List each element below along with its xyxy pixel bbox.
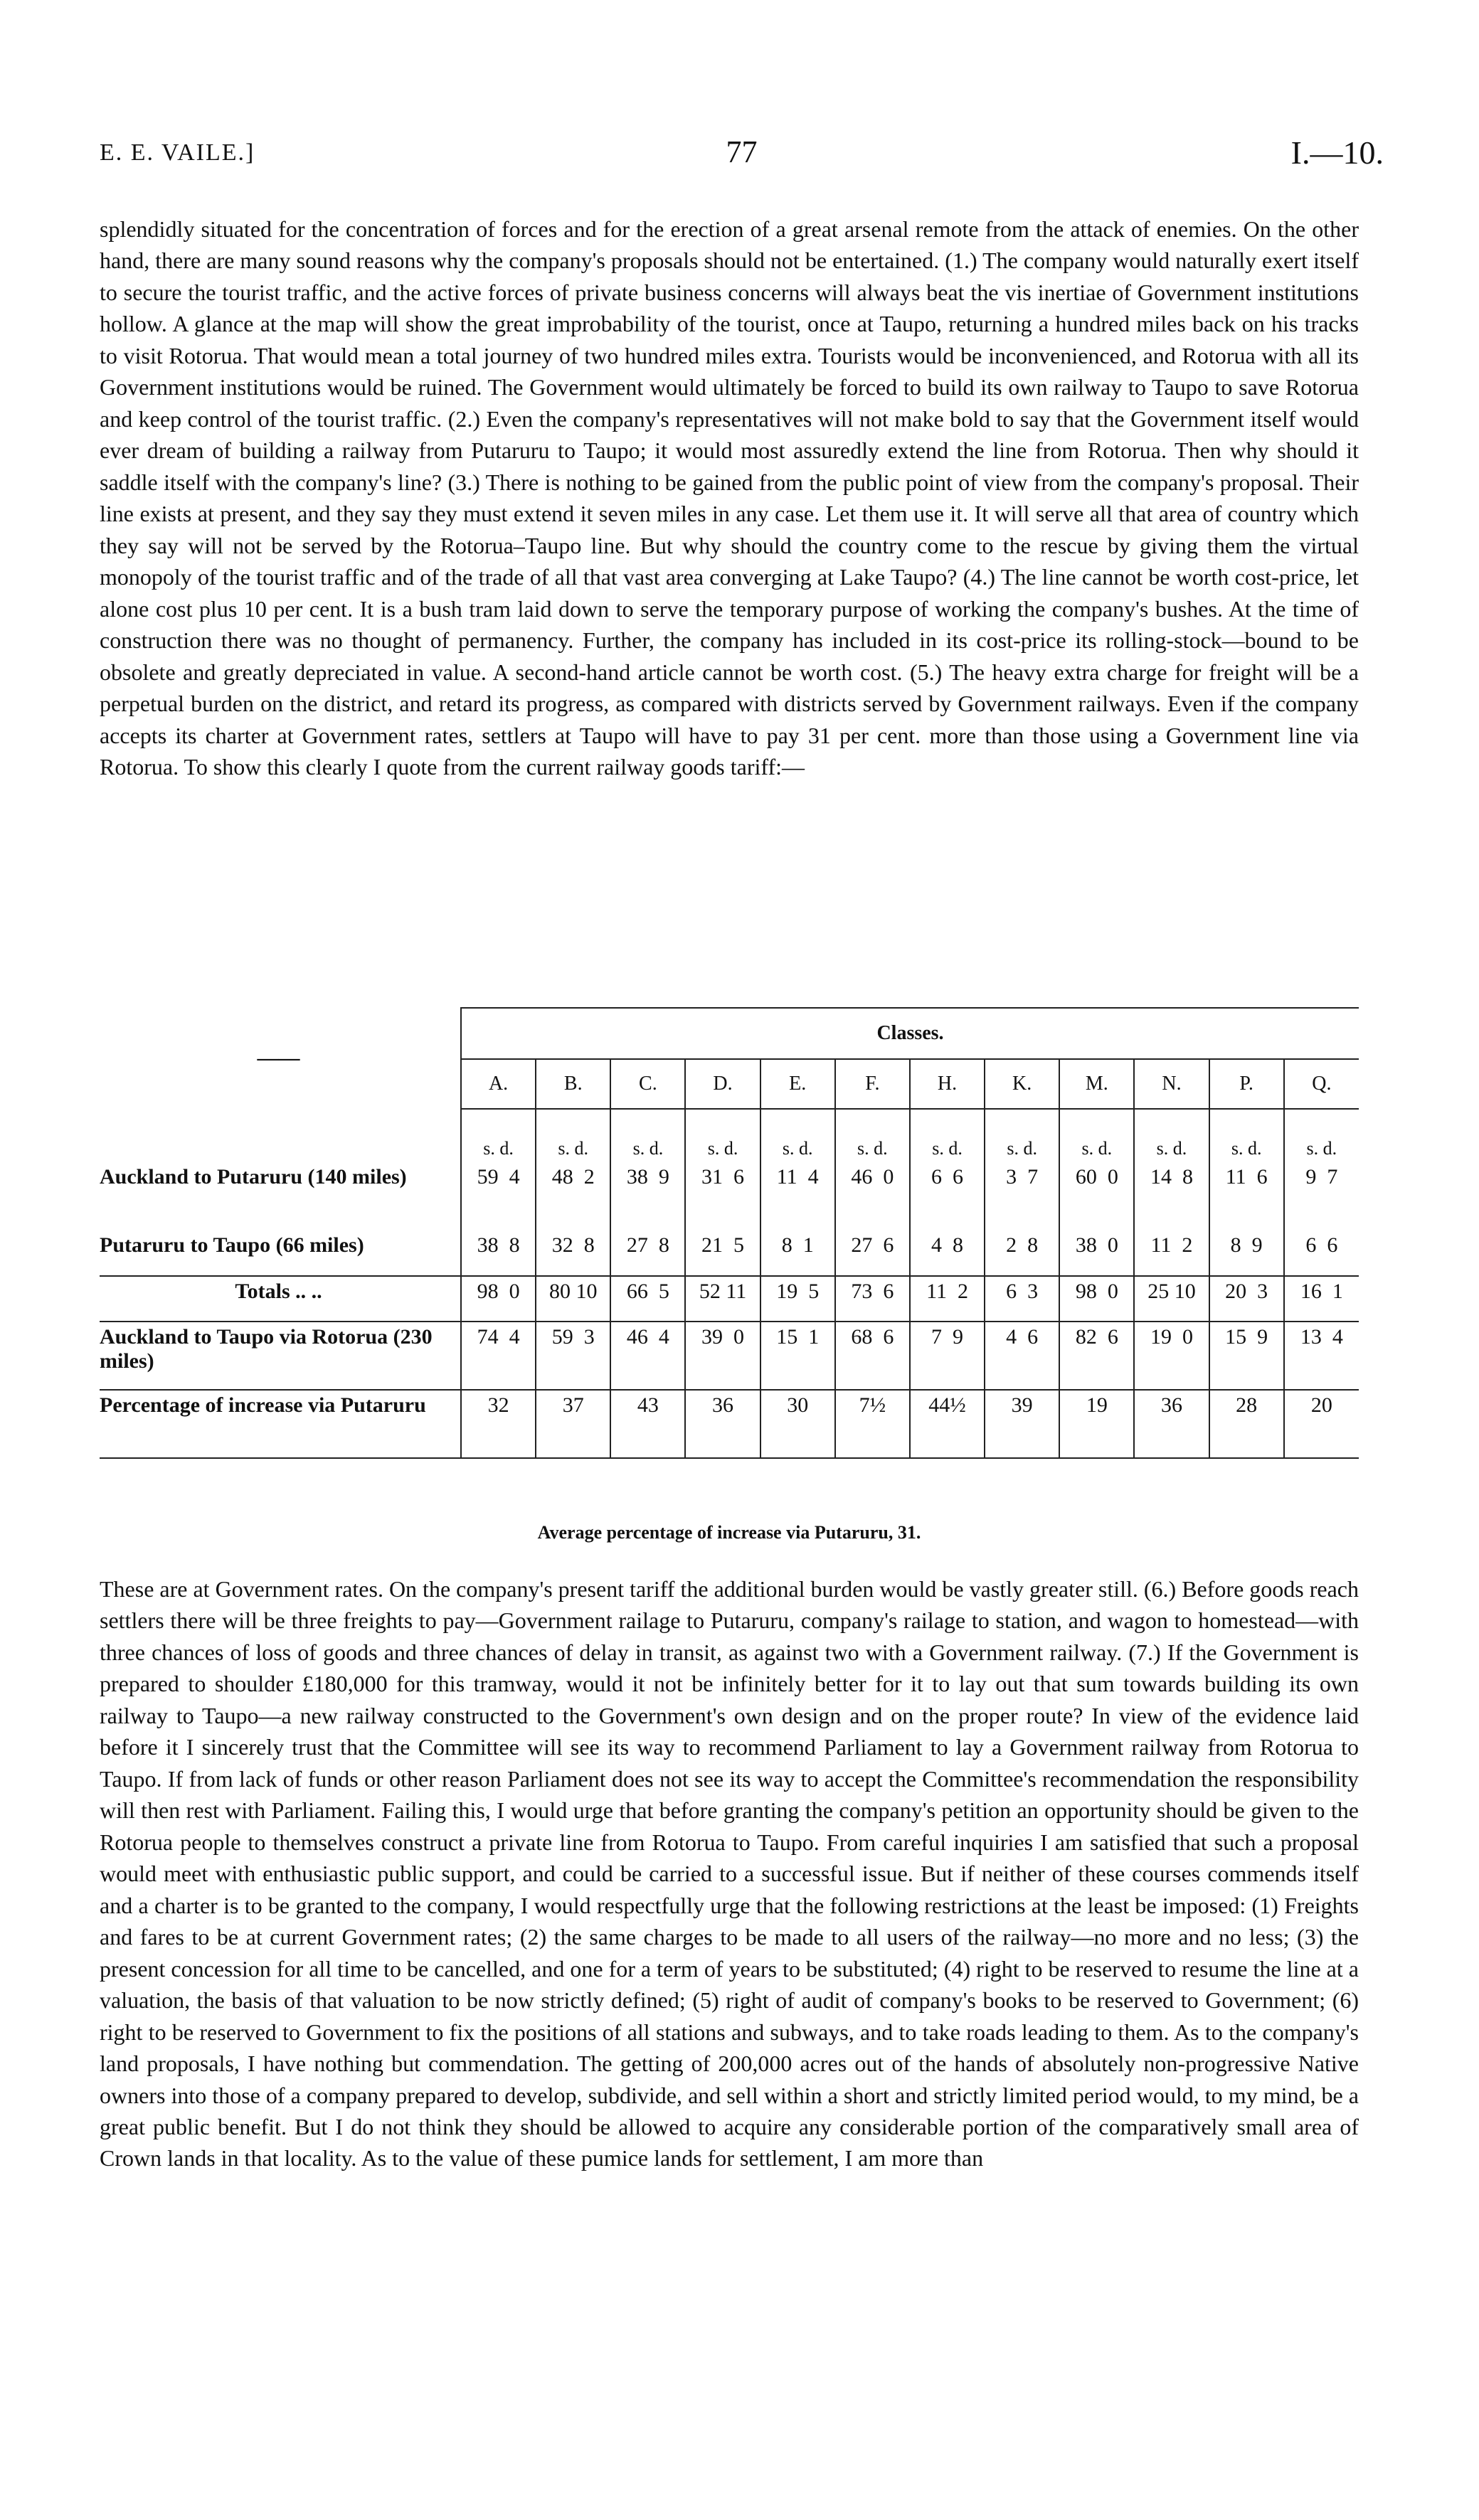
table-cell: 11 6	[1209, 1162, 1284, 1230]
page-header	[100, 134, 1384, 176]
table-cell: 15 9	[1209, 1322, 1284, 1390]
table-cell: 19 0	[1134, 1322, 1209, 1390]
table-cell: 19 5	[760, 1276, 835, 1322]
table-cell: 52 11	[685, 1276, 760, 1322]
table-cell: 46 4	[610, 1322, 685, 1390]
table-cell: 11 2	[910, 1276, 985, 1322]
table-cell: 44½	[910, 1390, 985, 1458]
unit-label: s. d.	[1209, 1109, 1284, 1162]
table-cell: 11 4	[760, 1162, 835, 1230]
table-cell: 6 3	[985, 1276, 1059, 1322]
totals-row	[100, 1276, 1359, 1322]
unit-label: s. d.	[610, 1109, 685, 1162]
table-cell: 13 4	[1284, 1322, 1359, 1390]
tariff-table-wrapper	[100, 1007, 1359, 1459]
unit-label: s. d.	[910, 1109, 985, 1162]
classes-header: Classes.	[461, 1008, 1359, 1059]
unit-label: s. d.	[760, 1109, 835, 1162]
document-reference: I.—10.	[1290, 134, 1384, 171]
column-header: P.	[1209, 1059, 1284, 1109]
table-cell: 98 0	[1059, 1276, 1134, 1322]
table-cell: 25 10	[1134, 1276, 1209, 1322]
table-cell: 82 6	[1059, 1322, 1134, 1390]
table-cell: 16 1	[1284, 1276, 1359, 1322]
table-cell: 2 8	[985, 1230, 1059, 1276]
column-header: K.	[985, 1059, 1059, 1109]
table-cell: 98 0	[461, 1276, 536, 1322]
table-cell: 15 1	[760, 1322, 835, 1390]
tariff-table	[100, 1007, 1359, 1459]
table-row	[100, 1162, 1359, 1230]
table-cell: 21 5	[685, 1230, 760, 1276]
column-header: C.	[610, 1059, 685, 1109]
column-header: H.	[910, 1059, 985, 1109]
table-cell: 28	[1209, 1390, 1284, 1458]
table-cell: 74 4	[461, 1322, 536, 1390]
table-caption: Average percentage of increase via Putaruru, 31.	[537, 1522, 921, 1543]
unit-label: s. d.	[1134, 1109, 1209, 1162]
page-number: 77	[726, 134, 758, 169]
table-cell: 8 9	[1209, 1230, 1284, 1276]
table-cell: 6 6	[1284, 1230, 1359, 1276]
table-cell: 3 7	[985, 1162, 1059, 1230]
table-cell: 14 8	[1134, 1162, 1209, 1230]
table-cell: 19	[1059, 1390, 1134, 1458]
table-cell: 27 6	[835, 1230, 910, 1276]
table-cell: 38 9	[610, 1162, 685, 1230]
table-cell: 27 8	[610, 1230, 685, 1276]
table-cell: 60 0	[1059, 1162, 1134, 1230]
column-header: B.	[536, 1059, 610, 1109]
stub-header: ——	[257, 1046, 300, 1070]
table-cell: 7 9	[910, 1322, 985, 1390]
table-cell: 36	[685, 1390, 760, 1458]
table-cell: 38 8	[461, 1230, 536, 1276]
unit-row	[100, 1109, 1359, 1162]
column-header: M.	[1059, 1059, 1134, 1109]
unit-label: s. d.	[685, 1109, 760, 1162]
table-cell: 39 0	[685, 1322, 760, 1390]
table-cell: 7½	[835, 1390, 910, 1458]
table-cell: 39	[985, 1390, 1059, 1458]
row-label: Totals .. ..	[100, 1276, 461, 1322]
table-cell: 30	[760, 1390, 835, 1458]
table-cell: 32 8	[536, 1230, 610, 1276]
row-label: Putaruru to Taupo (66 miles)	[100, 1230, 461, 1276]
table-cell: 32	[461, 1390, 536, 1458]
table-cell: 36	[1134, 1390, 1209, 1458]
column-header: F.	[835, 1059, 910, 1109]
column-header: A.	[461, 1059, 536, 1109]
body-paragraph-2: These are at Government rates. On the company's present tariff the additional burden would be vastly greater still. (6.) Before goods reach settlers there will be three freights to pay—Government railage to Putaruru, company's railage to station, and wagon to homestead—with three chances of loss of goods and three chances of delay in transit, as against two with a Government railway. (7.) If the Government is prepared to shoulder £180,000 for this tramway, would it not be infinitely better for it to lay out that sum towards building its own railway to Taupo—a new railway constructed to the Government's own design and on the proper route? In view of the evidence laid before it I sincerely trust that the Committee will see its way to recommend Parliament to lay a Government railway from Rotorua to Taupo. If from lack of funds or other reason Parliament does not see its way to accept the Committee's recommendation the responsibility will then rest with Parliament. Failing this, I would urge that before granting the company's petition an opportunity should be given to the Rotorua people to themselves construct a private line from Rotorua to Taupo. From careful inquiries I am satisfied that such a proposal would meet with enthusiastic public support, and could be carried to a successful issue. But if neither of these courses commends itself and a charter is to be granted to the company, I would respectfully urge that the following restrictions at the least be imposed: (1) Freights and fares to be at current Government rates; (2) the same charges to be made to all users of the railway—no more and no less; (3) the present concession for all time to be cancelled, and one for a term of years to be substituted; (4) right to be reserved to resume the line at a valuation, the basis of that valuation to be now strictly defined; (5) right of audit of company's books to be reserved to Government; (6) right to be reserved to Government to fix the positions of all stations and subways, and to take roads leading to them. As to the company's land proposals, I have nothing but commendation. The getting of 200,000 acres out of the hands of absolutely non-progressive Native owners into those of a company prepared to develop, subdivide, and sell within a short and strictly limited period would, to my mind, be a great public benefit. But I do not think they should be allowed to acquire any considerable portion of the comparatively small area of Crown lands in that locality. As to the value of these pumice lands for settlement, I am more than	[100, 1576, 1359, 2171]
row-label: Percentage of increase via Putaruru	[100, 1390, 461, 1458]
table-cell: 20 3	[1209, 1276, 1284, 1322]
table-cell: 4 6	[985, 1322, 1059, 1390]
body-paragraph-1: splendidly situated for the concentration of forces and for the erection of a great arsenal remote from the attack of enemies. On the other hand, there are many sound reasons why the company's proposals should not be entertained. (1.) The company would naturally exert itself to secure the tourist traffic, and the active forces of private business concerns will always beat the vis inertiae of Government institutions hollow. A glance at the map will show the great improbability of the tourist, once at Taupo, returning a hundred miles back on his tracks to visit Rotorua. That would mean a total journey of two hundred miles extra. Tourists would be inconvenienced, and Rotorua with all its Government institutions would be ruined. The Government would ultimately be forced to build its own railway to Taupo to save Rotorua and keep control of the tourist traffic. (2.) Even the company's representatives will not make bold to say that the Government itself would ever dream of building a railway from Putaruru to Taupo; it would most assuredly extend the line from Rotorua. Then why should it saddle itself with the company's line? (3.) There is nothing to be gained from the public point of view from the company's proposal. Their line exists at present, and they say they must extend it seven miles in any case. Let them use it. It will serve all that area of country which they say will not be served by the Rotorua–Taupo line. But why should the country come to the rescue by giving them the virtual monopoly of the tourist traffic and of the trade of all that vast area converging at Lake Taupo? (4.) The line cannot be worth cost-price, let alone cost plus 10 per cent. It is a bush tram laid down to serve the temporary purpose of working the company's bushes. At the time of construction there was no thought of permanency. Further, the company has included in its cost-price its rolling-stock—bound to be obsolete and greatly depreciated in value. A second-hand article cannot be worth cost. (5.) The heavy extra charge for freight will be a perpetual burden on the district, and retard its progress, as compared with districts served by Government railways. Even if the company accepts its charter at Government rates, settlers at Taupo will have to pay 31 per cent. more than those using a Government line via Rotorua. To show this clearly I quote from the current railway goods tariff:—	[100, 216, 1359, 780]
table-cell: 46 0	[835, 1162, 910, 1230]
table-cell: 6 6	[910, 1162, 985, 1230]
row-label: Auckland to Putaruru (140 miles)	[100, 1165, 407, 1189]
table-cell: 38 0	[1059, 1230, 1134, 1276]
table-cell: 43	[610, 1390, 685, 1458]
table-cell: 66 5	[610, 1276, 685, 1322]
unit-label: s. d.	[1059, 1109, 1134, 1162]
table-cell: 48 2	[536, 1162, 610, 1230]
column-header: E.	[760, 1059, 835, 1109]
column-header: Q.	[1284, 1059, 1359, 1109]
table-cell: 31 6	[685, 1162, 760, 1230]
unit-label: s. d.	[461, 1109, 536, 1162]
unit-label: s. d.	[835, 1109, 910, 1162]
header-author: E. E. VAILE.]	[100, 139, 255, 166]
table-cell: 20	[1284, 1390, 1359, 1458]
unit-label: s. d.	[536, 1109, 610, 1162]
table-cell: 9 7	[1284, 1162, 1359, 1230]
table-cell: 11 2	[1134, 1230, 1209, 1276]
table-cell: 8 1	[760, 1230, 835, 1276]
percentage-row	[100, 1390, 1359, 1458]
table-cell: 4 8	[910, 1230, 985, 1276]
table-cell: 59 4	[461, 1162, 536, 1230]
table-cell: 59 3	[536, 1322, 610, 1390]
unit-label: s. d.	[1284, 1109, 1359, 1162]
table-row	[100, 1230, 1359, 1276]
table-row	[100, 1322, 1359, 1390]
unit-label: s. d.	[985, 1109, 1059, 1162]
column-header: N.	[1134, 1059, 1209, 1109]
column-header: D.	[685, 1059, 760, 1109]
row-label: Auckland to Taupo via Rotorua (230 miles)	[100, 1322, 461, 1390]
table-cell: 37	[536, 1390, 610, 1458]
table-cell: 68 6	[835, 1322, 910, 1390]
table-cell: 73 6	[835, 1276, 910, 1322]
table-cell: 80 10	[536, 1276, 610, 1322]
